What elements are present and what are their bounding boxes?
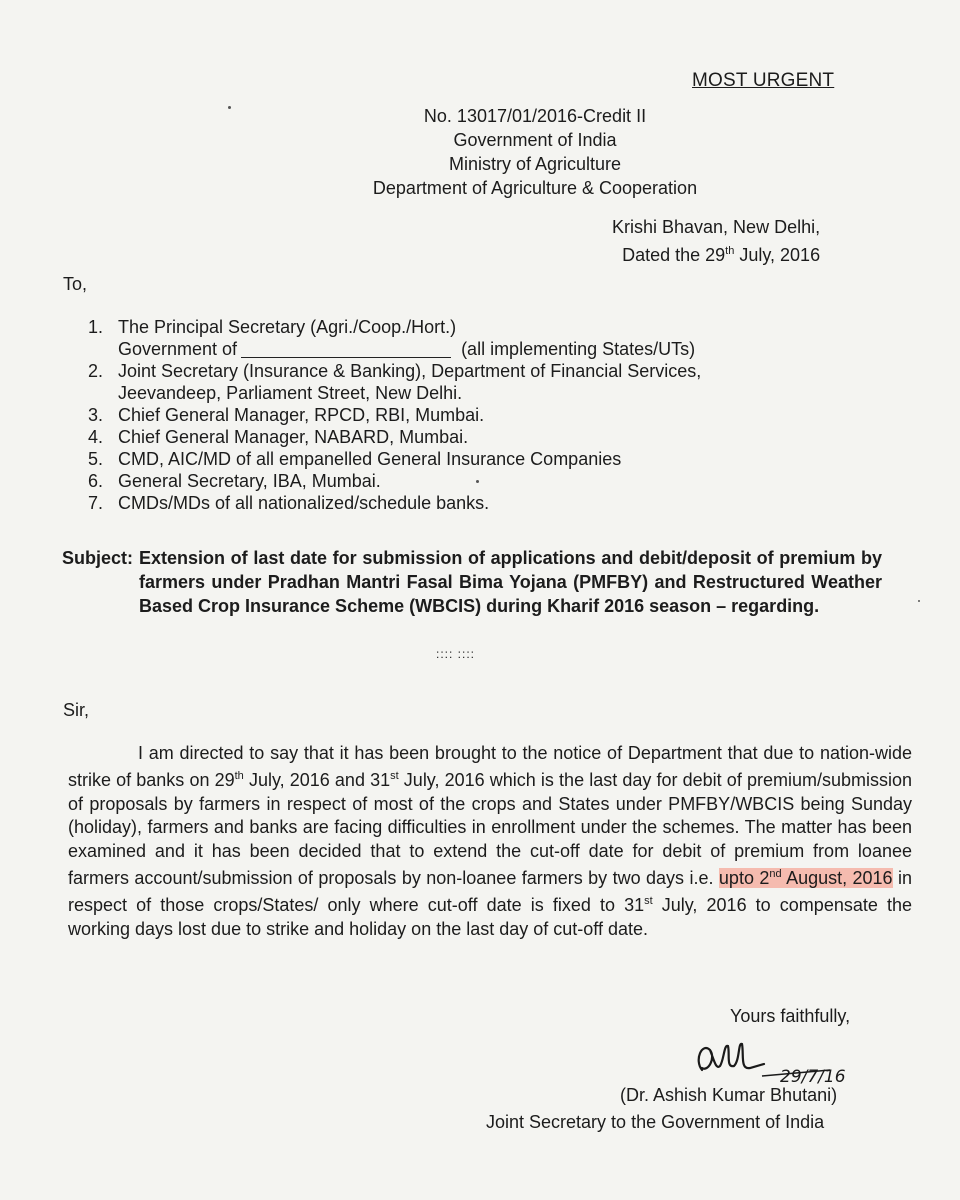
place-and-date xyxy=(612,215,820,267)
signatory-title: Joint Secretary to the Government of India xyxy=(486,1112,825,1132)
recipient-item: 1. The Principal Secretary (Agri./Coop./Hort.) Government of (all implementing States/UTs) xyxy=(88,317,696,359)
subject-label: Subject: xyxy=(62,548,134,568)
separator: :::: :::: xyxy=(436,647,476,661)
body-paragraph: I am directed to say that it has been brought to the notice of Department that due to nation-wide strike of banks on 29th July, 2016 and 31st July, 2016 which is the last day for debit of premium/submission of proposals by farmers in respect of most of the crops and States under PMFBY/WBCIS being Sunday (holiday), farmers and banks are facing difficulties in enrollment under the schemes. The matter has been examined and it has been decided that to extend the cut-off date for debit of premium from loanee farmers account/submission of proposals by non-loanee farmers by two days i.e. upto 2nd August, 2016 in respect of those crops/States/ only where cut-off date is fixed to 31st July, 2016 to compensate the working days lost due to strike and holiday on the last day of cut-off date. xyxy=(68,743,913,939)
recipient-item: 5. CMD, AIC/MD of all empanelled General Insurance Companies xyxy=(88,449,622,469)
file-number: No. 13017/01/2016-Credit II xyxy=(423,106,647,126)
letter-header xyxy=(325,104,745,200)
blank-line xyxy=(241,343,451,358)
salutation: Sir, xyxy=(63,700,90,720)
recipient-list xyxy=(88,316,878,514)
signature-date: 29/7/16 xyxy=(780,1067,846,1087)
subject-text: Extension of last date for submission of applications and debit/deposit of premium by farmers under Pradhan Mantri Fasal Bima Yojana (PMFBY) and Restructured Weather Based Crop Insurance Scheme (WBCIS) during Kharif 2016 season – regarding. xyxy=(139,548,882,616)
location: Krishi Bhavan, New Delhi, xyxy=(612,217,821,237)
org-line-ministry: Ministry of Agriculture xyxy=(448,154,622,174)
priority-label: MOST URGENT xyxy=(692,70,835,91)
speck xyxy=(476,480,479,483)
org-line-government: Government of India xyxy=(453,130,617,150)
recipient-item: 7. CMDs/MDs of all nationalized/schedule banks. xyxy=(88,493,490,513)
recipient-item: 3. Chief General Manager, RPCD, RBI, Mumbai. xyxy=(88,405,485,425)
speck xyxy=(228,106,231,109)
signatory-name: (Dr. Ashish Kumar Bhutani) xyxy=(620,1085,838,1105)
to-label: To, xyxy=(63,274,88,294)
speck xyxy=(918,600,920,602)
recipient-item: 4. Chief General Manager, NABARD, Mumbai. xyxy=(88,427,469,447)
subject-block xyxy=(62,546,882,618)
signature xyxy=(680,1030,880,1090)
date-line: Dated the 29th July, 2016 xyxy=(622,245,821,265)
org-line-department: Department of Agriculture & Cooperation xyxy=(372,178,698,198)
recipient-item: 2. Joint Secretary (Insurance & Banking), Department of Financial Services, Jeevandeep, Parliament Street, New Delhi. xyxy=(88,361,702,403)
recipient-item: 6. General Secretary, IBA, Mumbai. xyxy=(88,471,381,491)
closing: Yours faithfully, xyxy=(730,1006,851,1026)
highlighted-date: upto 2nd August, 2016 xyxy=(718,868,893,889)
